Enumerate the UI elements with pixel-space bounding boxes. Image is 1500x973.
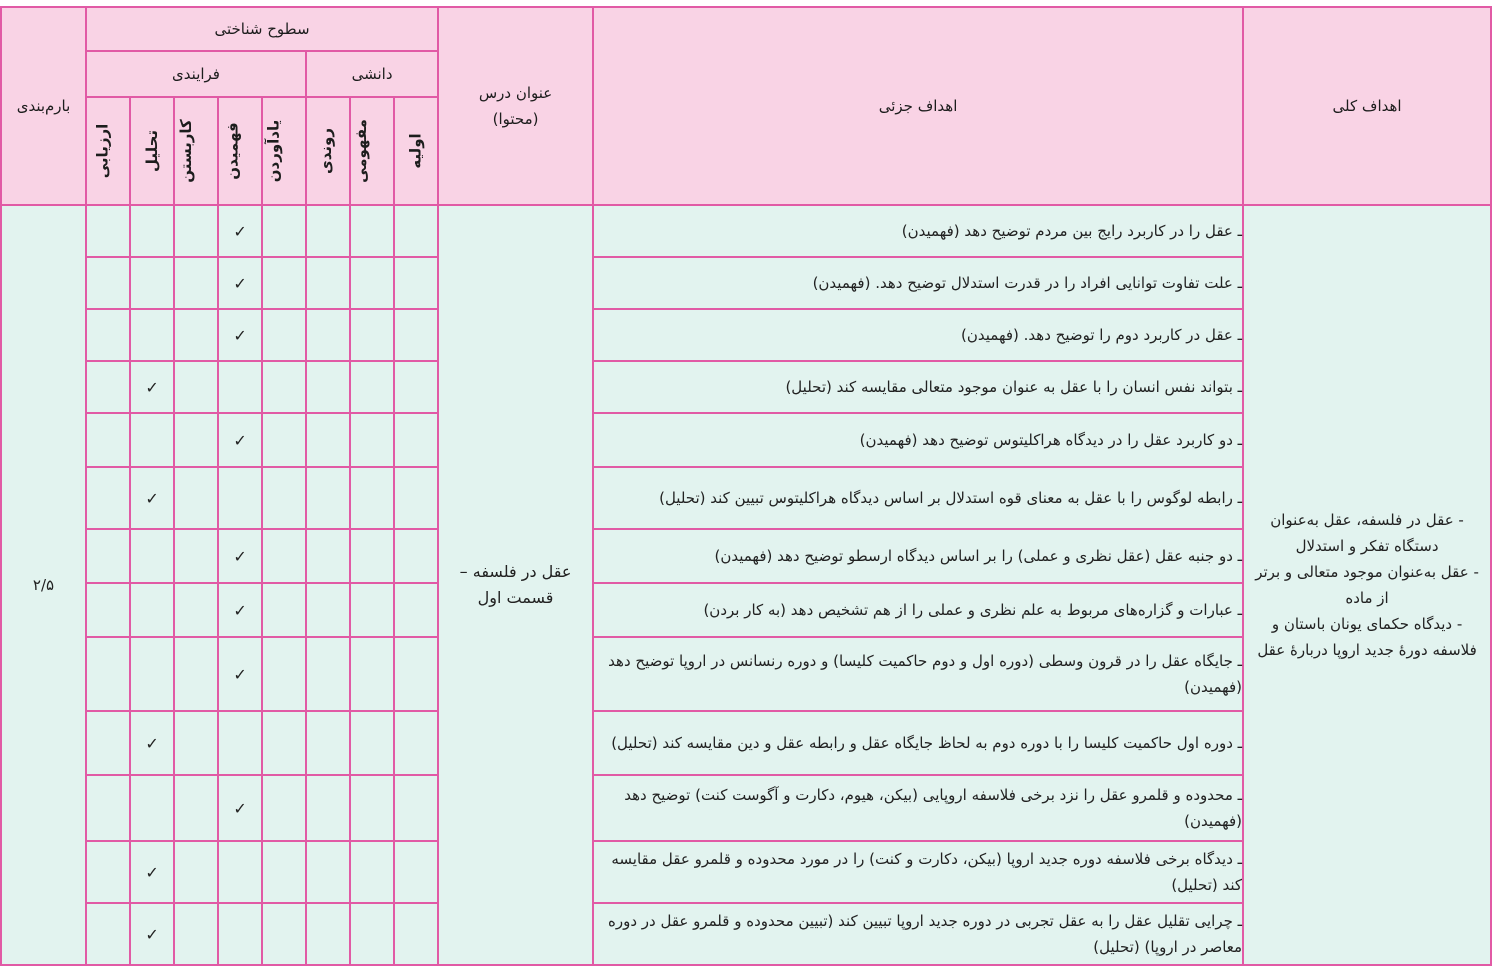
table-body: [1, 205, 1491, 965]
level-cell-apply: [174, 529, 218, 583]
check-mark-icon: ✓: [145, 488, 159, 508]
level-cell-remember: [262, 711, 306, 775]
level-cell-analyze: [130, 841, 174, 903]
header-remember: [262, 97, 306, 205]
level-cell-basic: [394, 361, 438, 413]
level-cell-conceptual: [350, 903, 394, 965]
level-cell-remember: [262, 361, 306, 413]
level-cell-basic: [394, 841, 438, 903]
level-cell-understand: [218, 529, 262, 583]
score-cell: ۲/۵: [1, 205, 86, 965]
level-cell-understand: [218, 637, 262, 711]
level-cell-understand: [218, 903, 262, 965]
level-cell-understand: [218, 257, 262, 309]
level-cell-analyze: [130, 775, 174, 841]
level-cell-apply: [174, 205, 218, 257]
level-cell-understand: [218, 413, 262, 467]
level-cell-basic: [394, 205, 438, 257]
level-cell-understand: [218, 309, 262, 361]
check-mark-icon: ✓: [233, 430, 247, 450]
specific-goal-cell: ـ عقل را در کاربرد رایج بین مردم توضیح دهد (فهمیدن): [593, 205, 1243, 257]
header-row-1: [1, 7, 1491, 51]
level-cell-remember: [262, 467, 306, 529]
level-cell-remember: [262, 841, 306, 903]
level-cell-basic: [394, 583, 438, 637]
level-cell-evaluate: [86, 775, 130, 841]
level-cell-basic: [394, 257, 438, 309]
header-remember-label: یادآوردن: [264, 119, 283, 183]
level-cell-understand: [218, 775, 262, 841]
table-row: [1, 205, 1491, 257]
level-cell-evaluate: [86, 583, 130, 637]
level-cell-evaluate: [86, 529, 130, 583]
level-cell-remember: [262, 205, 306, 257]
level-cell-conceptual: [350, 583, 394, 637]
header-basic-label: اولیه: [407, 133, 426, 169]
level-cell-apply: [174, 841, 218, 903]
level-cell-evaluate: [86, 205, 130, 257]
level-cell-procedural: [306, 637, 350, 711]
level-cell-remember: [262, 903, 306, 965]
level-cell-analyze: [130, 637, 174, 711]
level-cell-analyze: [130, 529, 174, 583]
level-cell-basic: [394, 529, 438, 583]
general-goals-cell: [1243, 205, 1491, 965]
header-evaluate-label: ارزیابی: [92, 123, 111, 179]
header-knowledge: دانشی: [306, 51, 438, 97]
check-mark-icon: ✓: [145, 733, 159, 753]
lesson-title-cell: [438, 205, 593, 965]
level-cell-procedural: [306, 529, 350, 583]
level-cell-procedural: [306, 775, 350, 841]
specific-goal-cell: ـ چرایی تقلیل عقل را به عقل تجربی در دوره جدید اروپا تبیین کند (تبیین محدوده و قلمرو عقل در دوره معاصر در اروپا) (تحلیل): [593, 903, 1243, 965]
level-cell-apply: [174, 309, 218, 361]
level-cell-procedural: [306, 583, 350, 637]
check-mark-icon: ✓: [233, 221, 247, 241]
level-cell-understand: [218, 583, 262, 637]
header-procedural: [306, 97, 350, 205]
level-cell-apply: [174, 637, 218, 711]
header-understand-label: فهمیدن: [223, 122, 242, 180]
header-analyze: [130, 97, 174, 205]
general-goals-text: - عقل در فلسفه، عقل به‌عنوان دستگاه تفکر و استدلال - عقل به‌عنوان موجود متعالی و برتر از ماده - دیدگاه حکمای یونان باستان و فلاسفه دورهٔ جدید اروپا دربارهٔ عقل: [1255, 511, 1479, 659]
header-apply-label: کاربستن: [176, 119, 195, 183]
level-cell-remember: [262, 637, 306, 711]
level-cell-basic: [394, 309, 438, 361]
level-cell-conceptual: [350, 775, 394, 841]
header-scoring: بارم‌بندی: [1, 7, 86, 205]
level-cell-apply: [174, 467, 218, 529]
level-cell-analyze: [130, 257, 174, 309]
level-cell-evaluate: [86, 413, 130, 467]
level-cell-evaluate: [86, 361, 130, 413]
level-cell-analyze: [130, 467, 174, 529]
specific-goal-cell: ـ جایگاه عقل را در قرون وسطی (دوره اول و دوم حاکمیت کلیسا) و دوره رنسانس در اروپا توضیح دهد (فهمیدن): [593, 637, 1243, 711]
level-cell-apply: [174, 413, 218, 467]
lesson-title-text: عقل در فلسفه – قسمت اول: [459, 562, 572, 607]
specific-goal-cell: ـ دوره اول حاکمیت کلیسا را با دوره دوم به لحاظ جایگاه عقل و رابطه عقل و دین مقایسه کند (تحلیل): [593, 711, 1243, 775]
check-mark-icon: ✓: [233, 600, 247, 620]
level-cell-understand: [218, 841, 262, 903]
level-cell-procedural: [306, 361, 350, 413]
level-cell-analyze: [130, 583, 174, 637]
level-cell-understand: [218, 205, 262, 257]
header-procedural-label: روندی: [317, 127, 336, 175]
header-conceptual: [350, 97, 394, 205]
specific-goal-cell: ـ عقل در کاربرد دوم را توضیح دهد. (فهمیدن): [593, 309, 1243, 361]
level-cell-understand: [218, 361, 262, 413]
level-cell-analyze: [130, 361, 174, 413]
level-cell-conceptual: [350, 309, 394, 361]
header-cognitive-levels: سطوح شناختی: [86, 7, 438, 51]
level-cell-basic: [394, 903, 438, 965]
level-cell-basic: [394, 637, 438, 711]
specific-goal-cell: ـ بتواند نفس انسان را با عقل به عنوان موجود متعالی مقایسه کند (تحلیل): [593, 361, 1243, 413]
level-cell-apply: [174, 711, 218, 775]
level-cell-remember: [262, 257, 306, 309]
level-cell-conceptual: [350, 257, 394, 309]
level-cell-procedural: [306, 711, 350, 775]
check-mark-icon: ✓: [233, 325, 247, 345]
level-cell-conceptual: [350, 711, 394, 775]
header-evaluate: [86, 97, 130, 205]
level-cell-procedural: [306, 205, 350, 257]
level-cell-procedural: [306, 413, 350, 467]
level-cell-basic: [394, 711, 438, 775]
specific-goal-cell: ـ دو کاربرد عقل را در دیدگاه هراکلیتوس توضیح دهد (فهمیدن): [593, 413, 1243, 467]
level-cell-procedural: [306, 257, 350, 309]
level-cell-evaluate: [86, 903, 130, 965]
header-specific-goals: اهداف جزئی: [593, 7, 1243, 205]
level-cell-basic: [394, 467, 438, 529]
level-cell-conceptual: [350, 467, 394, 529]
level-cell-evaluate: [86, 467, 130, 529]
level-cell-remember: [262, 309, 306, 361]
header-general-goals: اهداف کلی: [1243, 7, 1491, 205]
level-cell-apply: [174, 583, 218, 637]
header-analyze-label: تحلیل: [143, 129, 162, 173]
specific-goal-cell: ـ رابطه لوگوس را با عقل به معنای قوه استدلال بر اساس دیدگاه هراکلیتوس تبیین کند (تحلیل): [593, 467, 1243, 529]
level-cell-conceptual: [350, 637, 394, 711]
level-cell-evaluate: [86, 309, 130, 361]
level-cell-remember: [262, 529, 306, 583]
level-cell-apply: [174, 903, 218, 965]
check-mark-icon: ✓: [145, 862, 159, 882]
level-cell-procedural: [306, 841, 350, 903]
specific-goal-cell: ـ محدوده و قلمرو عقل را نزد برخی فلاسفه اروپایی (بیکن، هیوم، دکارت و آگوست کنت) توضیح دهد (فهمیدن): [593, 775, 1243, 841]
level-cell-evaluate: [86, 257, 130, 309]
level-cell-procedural: [306, 467, 350, 529]
lesson-plan-table: [0, 6, 1492, 966]
check-mark-icon: ✓: [233, 664, 247, 684]
level-cell-apply: [174, 257, 218, 309]
specific-goal-cell: ـ علت تفاوت توانایی افراد را در قدرت استدلال توضیح دهد. (فهمیدن): [593, 257, 1243, 309]
level-cell-procedural: [306, 309, 350, 361]
level-cell-understand: [218, 711, 262, 775]
level-cell-conceptual: [350, 413, 394, 467]
level-cell-basic: [394, 775, 438, 841]
header-lesson-title: عنوان درس (محتوا): [438, 7, 593, 205]
header-conceptual-label: مفهومی: [352, 119, 371, 183]
level-cell-remember: [262, 775, 306, 841]
level-cell-evaluate: [86, 711, 130, 775]
level-cell-analyze: [130, 413, 174, 467]
header-basic: [394, 97, 438, 205]
level-cell-evaluate: [86, 637, 130, 711]
specific-goal-cell: ـ عبارات و گزاره‌های مربوط به علم نظری و عملی را از هم تشخیص دهد (به کار بردن): [593, 583, 1243, 637]
level-cell-conceptual: [350, 361, 394, 413]
level-cell-evaluate: [86, 841, 130, 903]
level-cell-conceptual: [350, 529, 394, 583]
level-cell-basic: [394, 413, 438, 467]
check-mark-icon: ✓: [233, 546, 247, 566]
header-process: فرایندی: [86, 51, 306, 97]
level-cell-remember: [262, 583, 306, 637]
check-mark-icon: ✓: [233, 798, 247, 818]
check-mark-icon: ✓: [145, 924, 159, 944]
check-mark-icon: ✓: [233, 273, 247, 293]
check-mark-icon: ✓: [145, 377, 159, 397]
level-cell-understand: [218, 467, 262, 529]
level-cell-apply: [174, 361, 218, 413]
level-cell-analyze: [130, 205, 174, 257]
specific-goal-cell: ـ دو جنبه عقل (عقل نظری و عملی) را بر اساس دیدگاه ارسطو توضیح دهد (فهمیدن): [593, 529, 1243, 583]
level-cell-conceptual: [350, 841, 394, 903]
level-cell-analyze: [130, 903, 174, 965]
level-cell-analyze: [130, 711, 174, 775]
specific-goal-cell: ـ دیدگاه برخی فلاسفه دوره جدید اروپا (بیکن، دکارت و کنت) را در مورد محدوده و قلمرو عقل مقایسه کند (تحلیل): [593, 841, 1243, 903]
level-cell-procedural: [306, 903, 350, 965]
level-cell-remember: [262, 413, 306, 467]
level-cell-analyze: [130, 309, 174, 361]
level-cell-conceptual: [350, 205, 394, 257]
level-cell-apply: [174, 775, 218, 841]
